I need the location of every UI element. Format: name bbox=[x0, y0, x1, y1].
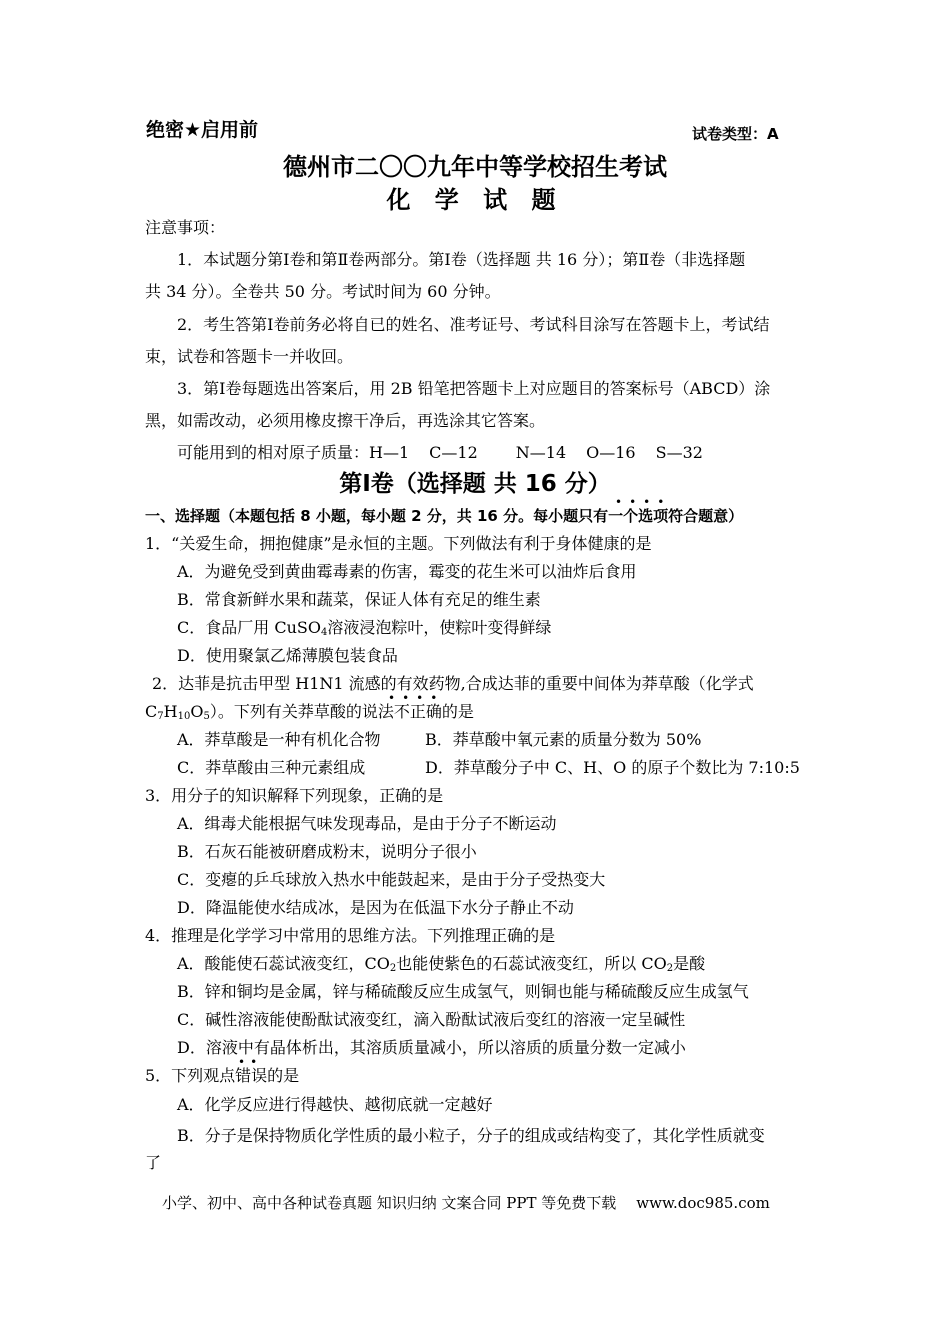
footer-url[interactable]: www.doc985.com bbox=[636, 1194, 770, 1212]
q1-option-a: A．为避免受到黄曲霉毒素的伤害，霉变的花生米可以油炸后食用 bbox=[177, 562, 637, 581]
q4-a-pre: A．酸能使石蕊试液变红，CO bbox=[177, 954, 390, 973]
q1-option-c bbox=[177, 618, 551, 638]
q4-stem: 4．推理是化学学习中常用的思维方法。下列推理正确的是 bbox=[145, 926, 556, 945]
q5-stem: 5．下列观点错误的是 bbox=[145, 1066, 300, 1085]
q2-stem-line-1: 2．达菲是抗击甲型 H1N1 流感的有效药物,合成达菲的重要中间体为莽草酸（化学式 bbox=[152, 674, 754, 693]
emphasis-dots: •••• bbox=[388, 691, 445, 705]
emphasis-dots: •• bbox=[238, 1055, 263, 1069]
q1-stem: 1．“关爱生命，拥抱健康”是永恒的主题。下列做法有利于身体健康的是 bbox=[145, 534, 652, 553]
q3-option-c: C．变瘪的乒乓球放入热水中能鼓起来，是由于分子受热变大 bbox=[177, 870, 606, 889]
q2-option-d: D．莽草酸分子中 C、H、O 的原子个数比为 7:10:5 bbox=[425, 758, 800, 777]
note-1-line-2: 共 34 分）。全卷共 50 分。考试时间为 60 分钟。 bbox=[145, 282, 501, 301]
q2-stem-post: ）。下列有关莽草酸的说法不正确的是 bbox=[209, 702, 474, 721]
q5-option-b-line-1: B．分子是保持物质化学性质的最小粒子，分子的组成或结构变了，其化学性质就变 bbox=[177, 1126, 765, 1145]
q2-f-o: O bbox=[190, 702, 204, 721]
q1-option-d: D．使用聚氯乙烯薄膜包装食品 bbox=[177, 646, 398, 665]
q4-a-mid: 也能使紫色的石蕊试液变红，所以 CO bbox=[396, 954, 667, 973]
q2-f-h-sub: 10 bbox=[177, 711, 191, 722]
part-1-title: 第Ⅰ卷（选择题 共 16 分） bbox=[339, 471, 611, 497]
footer bbox=[162, 1193, 770, 1213]
note-2-line-2: 束，试卷和答题卡一并收回。 bbox=[145, 347, 354, 366]
paper-type: 试卷类型：A bbox=[692, 125, 779, 143]
mass-h: H—1 bbox=[369, 443, 410, 462]
q4-option-a bbox=[177, 954, 705, 974]
note-3-line-1: 3．第Ⅰ卷每题选出答案后，用 2B 铅笔把答题卡上对应题目的答案标号（ABCD）涂 bbox=[177, 379, 771, 398]
note-2-line-1: 2．考生答第Ⅰ卷前务必将自已的姓名、准考证号、考试科目涂写在答题卡上，考试结 bbox=[177, 315, 770, 334]
q1-c-sub: 4 bbox=[320, 627, 328, 638]
mass-s: S—32 bbox=[655, 443, 703, 462]
atomic-mass-label: 可能用到的相对原子质量： bbox=[177, 443, 370, 462]
q2-f-c-sub: 7 bbox=[157, 711, 164, 722]
q4-option-b: B．锌和铜均是金属，锌与稀硫酸反应生成氢气，则铜也能与稀硫酸反应生成氢气 bbox=[177, 982, 749, 1001]
q1-c-pre: C．食品厂用 CuSO bbox=[177, 618, 321, 637]
q4-a-post: 是酸 bbox=[673, 954, 706, 973]
q2-stem-line-2 bbox=[145, 702, 474, 722]
atomic-mass-line bbox=[177, 443, 703, 463]
exam-title: 德州市二〇〇九年中等学校招生考试 bbox=[283, 153, 667, 181]
exam-subtitle: 化 学 试 题 bbox=[386, 186, 564, 214]
q4-option-c: C．碱性溶液能使酚酞试液变红，滴入酚酞试液后变红的溶液一定呈碱性 bbox=[177, 1010, 686, 1029]
q2-f-h: H bbox=[163, 702, 178, 721]
emphasis-dots: •••• bbox=[615, 495, 672, 509]
q3-option-a: A．缉毒犬能根据气味发现毒品，是由于分子不断运动 bbox=[177, 814, 557, 833]
q4-option-d: D．溶液中有晶体析出，其溶质质量减小，所以溶质的质量分数一定减小 bbox=[177, 1038, 686, 1057]
mass-n: N—14 bbox=[515, 443, 567, 462]
notes-heading: 注意事项： bbox=[145, 218, 226, 237]
q4-a-sub2: 2 bbox=[666, 963, 674, 974]
q3-option-b: B．石灰石能被研磨成粉末，说明分子很小 bbox=[177, 842, 477, 861]
q5-option-b-line-2: 了 bbox=[145, 1153, 162, 1172]
q2-f-o-sub: 5 bbox=[203, 711, 210, 722]
q3-stem: 3．用分子的知识解释下列现象，正确的是 bbox=[145, 786, 444, 805]
note-1-line-1: 1．本试题分第Ⅰ卷和第Ⅱ卷两部分。第Ⅰ卷（选择题 共 16 分）；第Ⅱ卷（非选择题 bbox=[177, 250, 746, 269]
q2-option-b: B．莽草酸中氧元素的质量分数为 50% bbox=[425, 730, 702, 749]
secret-label: 绝密★启用前 bbox=[146, 119, 259, 141]
footer-text: 小学、初中、高中各种试卷真题 知识归纳 文案合同 PPT 等免费下载 bbox=[162, 1194, 617, 1212]
q5-option-a: A．化学反应进行得越快、越彻底就一定越好 bbox=[177, 1095, 493, 1114]
mass-o: O—16 bbox=[586, 443, 636, 462]
q4-a-sub: 2 bbox=[389, 963, 397, 974]
section-1-heading: 一、选择题（本题包括 8 小题，每小题 2 分，共 16 分。每小题只有一个选项符合题意） bbox=[145, 507, 744, 525]
note-3-line-2: 黑，如需改动，必须用橡皮擦干净后，再选涂其它答案。 bbox=[145, 411, 546, 430]
q3-option-d: D．降温能使水结成冰，是因为在低温下水分子静止不动 bbox=[177, 898, 574, 917]
q1-c-post: 溶液浸泡粽叶，使粽叶变得鲜绿 bbox=[327, 618, 552, 637]
mass-c: C—12 bbox=[429, 443, 478, 462]
q2-f-c: C bbox=[145, 702, 158, 721]
q2-option-c: C．莽草酸由三种元素组成 bbox=[177, 758, 366, 777]
q1-option-b: B．常食新鲜水果和蔬菜，保证人体有充足的维生素 bbox=[177, 590, 541, 609]
q2-option-a: A．莽草酸是一种有机化合物 bbox=[177, 730, 381, 749]
